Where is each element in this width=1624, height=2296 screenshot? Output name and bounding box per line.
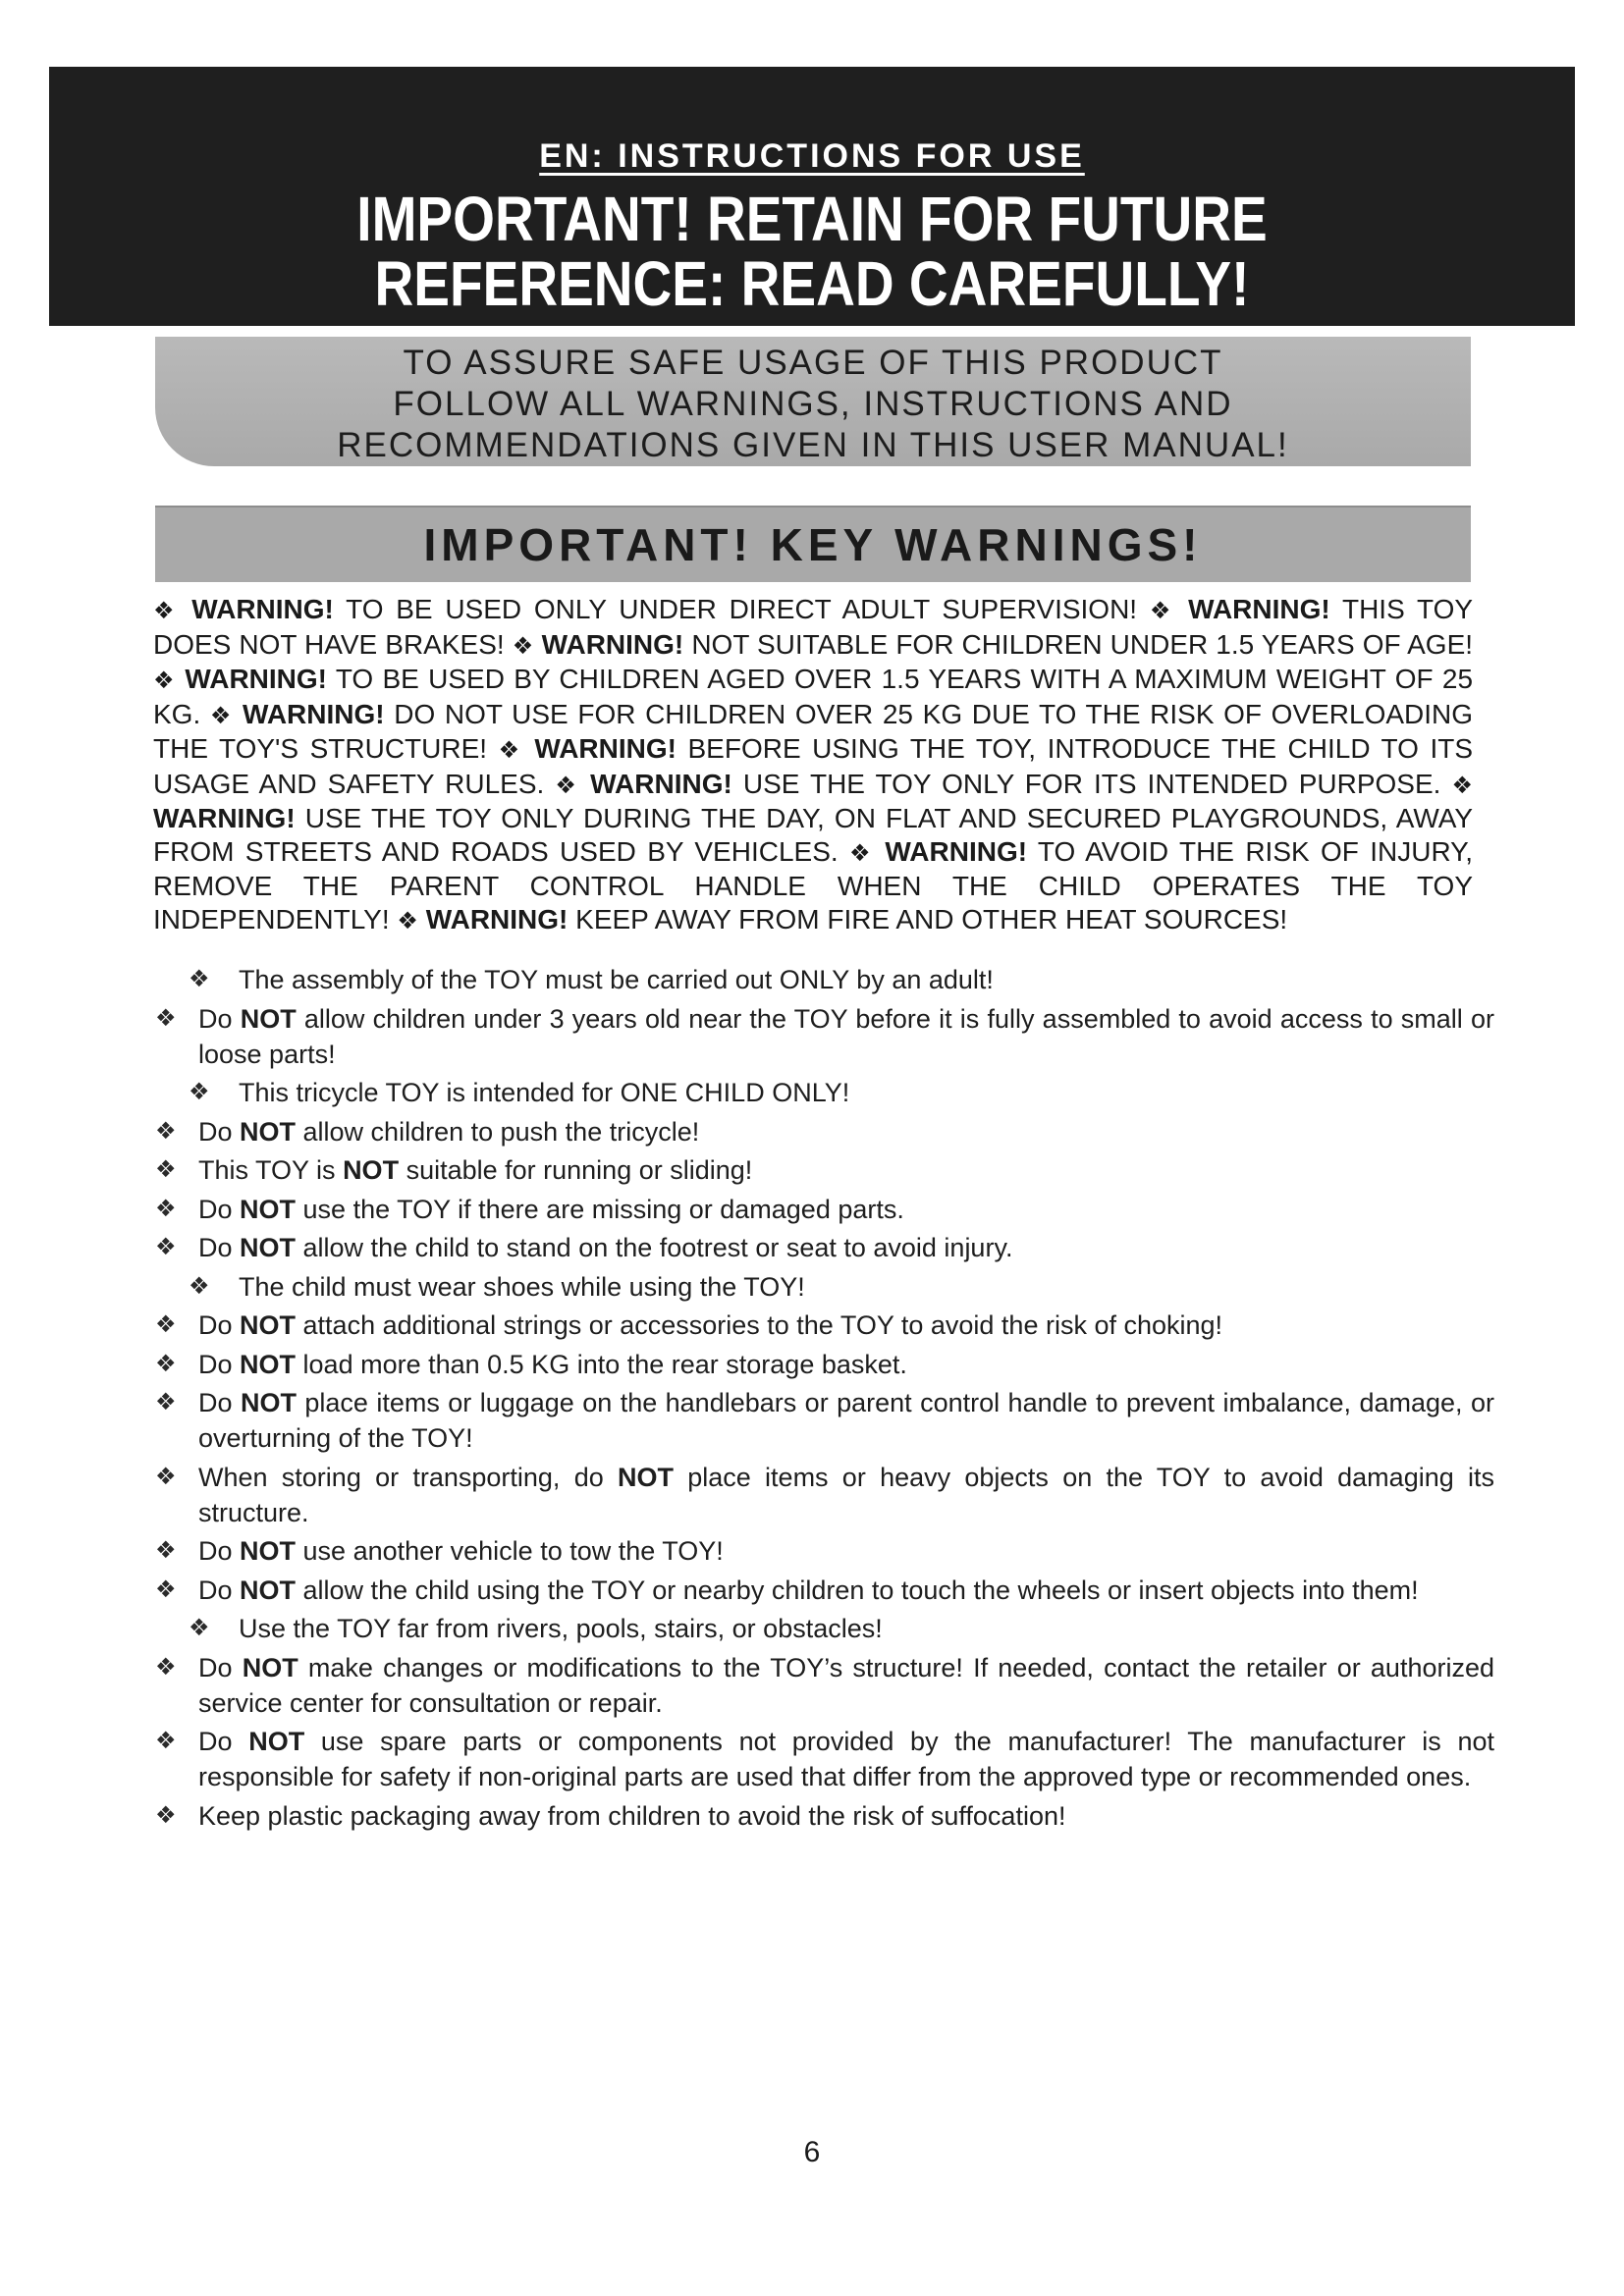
list-item: [147, 1001, 1494, 1072]
list-item-text: attach additional strings or accessories to the TOY to avoid the risk of choking!: [296, 1310, 1223, 1340]
list-item: [147, 1533, 1494, 1569]
bullet-diamond-icon: ❖: [155, 1728, 177, 1754]
list-item-text: Do: [198, 1194, 241, 1224]
bullet-diamond-icon: ❖: [155, 1234, 177, 1260]
list-item-text: allow the child to stand on the footrest or seat to avoid injury.: [296, 1233, 1013, 1262]
warning-symbol-icon: ❖: [397, 907, 418, 934]
safety-banner: [155, 337, 1471, 466]
list-item: [147, 1230, 1494, 1265]
list-item-text: Do: [198, 1536, 241, 1566]
bullet-diamond-icon: ❖: [155, 1004, 177, 1032]
bullet-diamond-icon: ❖: [155, 1537, 177, 1564]
list-item-text: place items or luggage on the handlebars or parent control handle to prevent imbalance, damage, or overturning of the TOY!: [198, 1388, 1494, 1453]
warning-text: TO AVOID THE RISK OF INJURY, REMOVE THE PARENT CONTROL HANDLE WHEN THE CHILD OPERATES THE TOY INDEPENDENTLY!: [153, 835, 1474, 934]
warning-symbol-icon: ❖: [498, 737, 523, 764]
list-item: [147, 1152, 1494, 1188]
warning-text: NOT SUITABLE FOR CHILDREN UNDER 1.5 YEARS OF AGE!: [691, 628, 1474, 660]
warning-symbol-icon: ❖: [1451, 772, 1473, 799]
list-item-emphasis: NOT: [240, 1310, 297, 1340]
list-item-emphasis: NOT: [240, 1116, 297, 1147]
bullet-diamond-icon: ❖: [155, 1195, 177, 1222]
bullet-diamond-icon: ❖: [189, 1615, 210, 1641]
warning-text: KEEP AWAY FROM FIRE AND OTHER HEAT SOURCES!: [575, 903, 1288, 934]
bullet-diamond-icon: ❖: [189, 1079, 210, 1105]
warning-text: TO BE USED ONLY UNDER DIRECT ADULT SUPERVISION!: [346, 594, 1138, 624]
list-item: [147, 1573, 1494, 1608]
list-item-text: When storing or transporting, do: [198, 1462, 618, 1492]
list-item-text: Do: [198, 1310, 241, 1340]
list-item: [147, 1075, 1494, 1110]
bullet-diamond-icon: ❖: [155, 1350, 177, 1377]
header-title-line-2: REFERENCE: READ CAREFULLY!: [374, 248, 1250, 319]
list-item-text: Do: [198, 1727, 249, 1756]
list-item-text: place items or heavy objects on the TOY to avoid damaging its structure.: [198, 1462, 1494, 1527]
list-item-text: This TOY is: [198, 1155, 344, 1185]
list-item-text: The assembly of the TOY must be carried out ONLY by an adult!: [239, 965, 994, 994]
key-warnings-paragraph: [153, 593, 1473, 937]
warning-text: USE THE TOY ONLY FOR ITS INTENDED PURPOSE.: [742, 768, 1441, 799]
list-item-text: This tricycle TOY is intended for ONE CHILD ONLY!: [239, 1078, 850, 1107]
list-item: [147, 1192, 1494, 1227]
key-warnings-bar: [155, 506, 1471, 582]
list-item-text: Keep plastic packaging away from children to avoid the risk of suffocation!: [198, 1800, 1066, 1831]
list-item-text: Use the TOY far from rivers, pools, stairs, or obstacles!: [239, 1614, 883, 1643]
list-item-text: Do: [198, 1233, 241, 1262]
safety-line-2: FOLLOW ALL WARNINGS, INSTRUCTIONS AND: [393, 385, 1233, 423]
list-item-text: allow children to push the tricycle!: [296, 1116, 700, 1147]
bullet-diamond-icon: ❖: [155, 1389, 177, 1415]
warning-text: TO BE USED BY CHILDREN AGED OVER 1.5 YEARS WITH A MAXIMUM WEIGHT OF 25 KG.: [153, 664, 1474, 729]
warning-label: WARNING!: [885, 835, 1028, 867]
list-item-text: Do: [198, 1575, 241, 1605]
warning-symbol-icon: ❖: [1149, 598, 1176, 624]
list-item-text: Do: [198, 1003, 241, 1034]
bullet-diamond-icon: ❖: [189, 1272, 210, 1300]
list-item-text: load more than 0.5 KG into the rear storage basket.: [296, 1349, 907, 1379]
list-item-emphasis: NOT: [240, 1349, 297, 1379]
list-item-text: suitable for running or sliding!: [399, 1155, 753, 1185]
safety-line-3: RECOMMENDATIONS GIVEN IN THIS USER MANUAL!: [337, 426, 1289, 464]
header-title: [156, 184, 1468, 319]
list-item-emphasis: NOT: [240, 1575, 297, 1605]
list-item-text: The child must wear shoes while using the TOY!: [239, 1271, 805, 1302]
warning-label: WARNING!: [425, 903, 568, 934]
warning-label: WARNING!: [153, 803, 296, 833]
list-item: [147, 1269, 1494, 1305]
warning-label: WARNING!: [185, 664, 328, 694]
list-item: [147, 1385, 1494, 1456]
key-warnings-title: IMPORTANT! KEY WARNINGS!: [423, 519, 1203, 570]
list-item: [147, 1724, 1494, 1794]
list-item: [147, 1347, 1494, 1382]
list-item: [147, 1798, 1494, 1834]
warning-symbol-icon: ❖: [555, 772, 580, 799]
bullet-diamond-icon: ❖: [189, 966, 210, 992]
warning-text: DO NOT USE FOR CHILDREN OVER 25 KG DUE TO THE RISK OF OVERLOADING THE TOY'S STRUCTURE!: [153, 698, 1474, 764]
warning-label: WARNING!: [242, 698, 385, 729]
list-item: [147, 1308, 1494, 1343]
list-item: [147, 1650, 1494, 1721]
list-item-emphasis: NOT: [343, 1155, 400, 1185]
list-item-emphasis: NOT: [240, 1388, 297, 1417]
list-item-emphasis: NOT: [248, 1727, 305, 1756]
list-item: [147, 1114, 1494, 1149]
list-item-text: make changes or modifications to the TOY’s structure! If needed, contact the retailer or authorized service center for consultation or repair.: [198, 1652, 1494, 1718]
list-item-text: allow children under 3 years old near the TOY before it is fully assembled to avoid access to small or loose parts!: [198, 1003, 1494, 1069]
list-item: [147, 962, 1494, 997]
list-item: [147, 1611, 1494, 1646]
list-item-text: Do: [198, 1388, 241, 1417]
list-item-text: allow the child using the TOY or nearby children to touch the wheels or insert objects into them!: [296, 1575, 1419, 1605]
warning-text: THIS TOY DOES NOT HAVE BRAKES!: [153, 594, 1474, 660]
bullet-diamond-icon: ❖: [155, 1117, 177, 1145]
bullet-diamond-icon: ❖: [155, 1156, 177, 1183]
list-item-text: use spare parts or components not provided by the manufacturer! The manufacturer is not responsible for safety if non-original parts are used that differ from the approved type or recommended ones.: [198, 1727, 1494, 1791]
list-item-emphasis: NOT: [240, 1194, 297, 1224]
list-item-text: Do: [198, 1652, 243, 1682]
warning-label: WARNING!: [191, 594, 334, 624]
list-item-text: use another vehicle to tow the TOY!: [296, 1536, 724, 1566]
header-subtitle: EN: INSTRUCTIONS FOR USE: [539, 137, 1085, 175]
warning-symbol-icon: ❖: [512, 632, 534, 660]
warning-label: WARNING!: [1188, 594, 1330, 624]
list-item-text: Do: [198, 1349, 241, 1379]
list-item-text: use the TOY if there are missing or damaged parts.: [296, 1194, 904, 1224]
instructions-list: [147, 962, 1494, 1837]
page-number: 6: [803, 2136, 821, 2168]
list-item-emphasis: NOT: [240, 1536, 297, 1566]
warning-text: USE THE TOY ONLY DURING THE DAY, ON FLAT AND SECURED PLAYGROUNDS, AWAY FROM STREETS AND ROADS USED BY VEHICLES.: [153, 803, 1474, 867]
list-item-emphasis: NOT: [240, 1233, 297, 1262]
header-band: [49, 67, 1575, 326]
safety-line-1: TO ASSURE SAFE USAGE OF THIS PRODUCT: [403, 344, 1223, 382]
list-item-emphasis: NOT: [242, 1652, 298, 1682]
warning-label: WARNING!: [541, 628, 684, 660]
bullet-diamond-icon: ❖: [155, 1575, 177, 1603]
warning-symbol-icon: ❖: [153, 667, 177, 694]
header-title-line-1: IMPORTANT! RETAIN FOR FUTURE: [356, 184, 1268, 254]
bullet-diamond-icon: ❖: [155, 1311, 177, 1338]
list-item: [147, 1460, 1494, 1530]
warning-symbol-icon: ❖: [153, 598, 180, 624]
list-item-emphasis: NOT: [617, 1462, 674, 1492]
warning-symbol-icon: ❖: [849, 839, 875, 867]
bullet-diamond-icon: ❖: [155, 1463, 177, 1490]
bullet-diamond-icon: ❖: [155, 1801, 177, 1829]
bullet-diamond-icon: ❖: [155, 1653, 177, 1681]
warning-text: BEFORE USING THE TOY, INTRODUCE THE CHILD TO ITS USAGE AND SAFETY RULES.: [153, 733, 1473, 799]
warning-symbol-icon: ❖: [209, 702, 234, 729]
list-item-emphasis: NOT: [240, 1003, 297, 1034]
warning-label: WARNING!: [590, 768, 732, 799]
warning-label: WARNING!: [534, 733, 677, 764]
list-item-text: Do: [198, 1116, 241, 1147]
